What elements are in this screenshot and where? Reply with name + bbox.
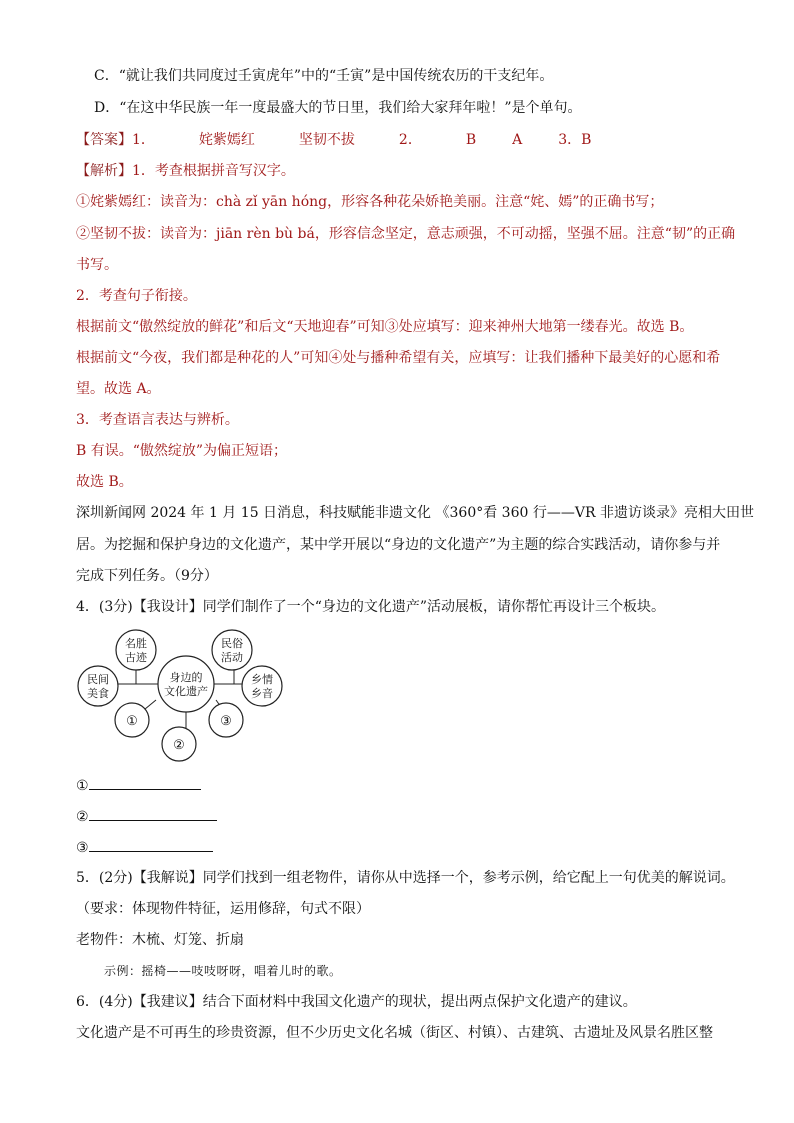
node-scenic-sites	[116, 630, 156, 670]
answer-2-num: 2．	[398, 132, 422, 148]
analysis-2a: 根据前文“傲然绽放的鲜花”和后文“天地迎春”可知③处应填写：迎来神州大地第一缕春光。故选 B。	[76, 319, 694, 335]
intro-line-1: 深圳新闻网 2024 年 1 月 15 日消息，科技赋能非遗文化 《360°看 360 行——VR 非遗访谈录》亮相大田世	[76, 505, 754, 521]
answer-2b: A	[512, 132, 523, 148]
svg-text:古迹: 古迹	[125, 651, 147, 664]
blank-1-line[interactable]	[89, 775, 201, 790]
answer-line	[76, 130, 591, 150]
question-4: 4．(3分)【我设计】同学们制作了一个“身边的文化遗产”活动展板，请你帮忙再设计三个板块。	[76, 599, 666, 615]
analysis-line	[76, 161, 295, 181]
node-blank-3	[209, 703, 243, 737]
analysis-3b: 故选 B。	[76, 474, 133, 490]
answer-2a: B	[465, 132, 477, 148]
analysis-3a: B 有误。“傲然绽放”为偏正短语；	[76, 443, 288, 459]
analysis-2b: 根据前文“今夜，我们都是种花的人”可知④处与播种希望有关，应填写：让我们播种下最美好的心愿和希	[76, 350, 721, 366]
analysis-1a: ①姹紫嫣红：读音为：chà zǐ yān hóng，形容各种花朵娇艳美丽。注意“姹、嫣”的正确书写；	[76, 194, 664, 210]
analysis-tag: 【解析】	[76, 163, 132, 179]
question-5-items: 老物件：木梳、灯笼、折扇	[76, 932, 244, 948]
analysis-2b2: 望。故选 A。	[76, 381, 161, 397]
center-node-label-2: 文化遗产	[164, 685, 208, 698]
heritage-mindmap	[76, 628, 286, 764]
question-5-requirement: （要求：体现物件特征，运用修辞，句式不限）	[76, 901, 370, 917]
question-5-example: 示例：摇椅——吱吱呀呀，唱着儿时的歌。	[104, 964, 342, 978]
svg-text:名胜: 名胜	[125, 637, 147, 650]
analysis-1b: ②坚韧不拔：读音为：jiān rèn bù bá，形容信念坚定，意志顽强，不可动摇，坚强不屈。注意“韧”的正确	[76, 226, 736, 242]
node-hometown	[242, 666, 282, 706]
blank-3: ③	[76, 837, 213, 858]
svg-text:美食: 美食	[87, 687, 109, 700]
node-folk-activities	[212, 630, 252, 670]
svg-text:活动: 活动	[221, 651, 243, 664]
intro-line-3: 完成下列任务。（9分）	[76, 568, 218, 584]
analysis-2: 2．考查句子衔接。	[76, 288, 197, 304]
answer-1b: 坚韧不拔	[298, 132, 355, 148]
option-c: C．“就让我们共同度过壬寅虎年”中的“壬寅”是中国传统农历的干支纪年。	[94, 68, 554, 84]
analysis-3: 3．考查语言表达与辨析。	[76, 412, 239, 428]
intro-line-2: 居。为挖掘和保护身边的文化遗产，某中学开展以“身边的文化遗产”为主题的综合实践活动，请你参与并	[76, 537, 721, 553]
blank-2: ②	[76, 806, 217, 827]
answer-3: 3．B	[558, 132, 592, 148]
svg-text:③: ③	[220, 714, 232, 729]
svg-text:乡情: 乡情	[251, 673, 273, 686]
svg-text:乡音: 乡音	[251, 687, 273, 700]
question-6: 6．(4分)【我建议】结合下面材料中我国文化遗产的现状，提出两点保护文化遗产的建议。	[76, 994, 637, 1010]
analysis-1b2: 书写。	[76, 257, 118, 273]
blank-2-line[interactable]	[89, 806, 217, 821]
svg-text:民俗: 民俗	[221, 637, 243, 650]
svg-text:②: ②	[173, 738, 185, 753]
center-node	[158, 656, 214, 712]
node-blank-2	[162, 727, 196, 761]
blank-3-line[interactable]	[89, 837, 213, 852]
svg-text:民间: 民间	[87, 673, 109, 686]
option-d: D．“在这中华民族一年一度最盛大的节日里，我们给大家拜年啦！”是个单句。	[94, 100, 582, 116]
question-5: 5．(2分)【我解说】同学们找到一组老物件，请你从中选择一个，参考示例，给它配上一句优美的解说词。	[76, 870, 735, 886]
blank-1: ①	[76, 775, 201, 796]
node-blank-1	[115, 703, 149, 737]
node-folk-food	[78, 666, 118, 706]
analysis-1: 1．考查根据拼音写汉字。	[132, 163, 295, 179]
question-6-text: 文化遗产是不可再生的珍贵资源，但不少历史文化名城（街区、村镇）、古建筑、古遗址及风景名胜区整	[76, 1025, 713, 1041]
svg-text:①: ①	[126, 714, 138, 729]
answer-tag: 【答案】	[76, 132, 132, 148]
answer-1-num: 1．	[132, 132, 155, 148]
answer-1a: 姹紫嫣红	[198, 132, 255, 148]
center-node-label-1: 身边的	[169, 671, 203, 684]
